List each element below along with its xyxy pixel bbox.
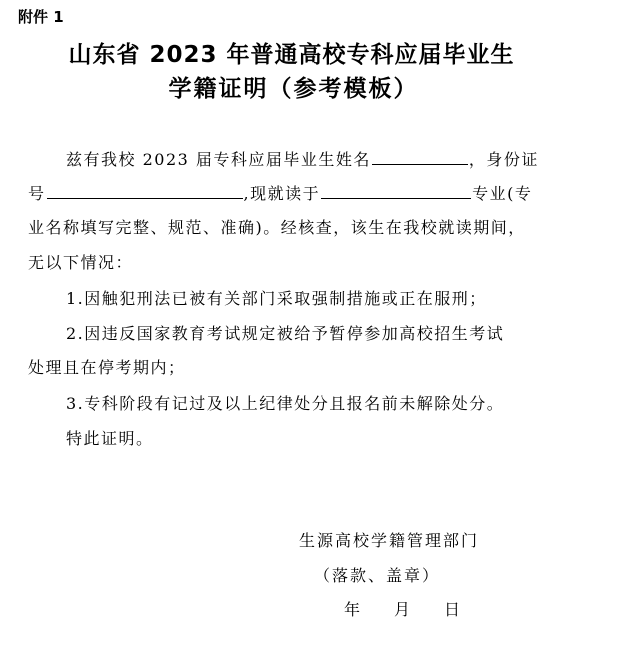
id-number-blank xyxy=(47,182,243,199)
paragraph-line1 xyxy=(66,147,539,170)
paragraph-line2-text: 号 xyxy=(28,184,46,203)
major-blank xyxy=(321,182,471,199)
condition-item-2-line2: 处理且在停考期内； xyxy=(28,358,186,377)
date-month: 月 xyxy=(394,600,413,619)
issuing-department: 生源高校学籍管理部门 xyxy=(299,531,480,550)
paragraph-line2 xyxy=(28,181,532,204)
paragraph-line4: 无以下情况： xyxy=(28,253,134,272)
condition-item-3: 3.专科阶段有记过及以上纪律处分且报名前未解除处分。 xyxy=(66,394,505,413)
paragraph-line1-suffix: ，身份证 xyxy=(468,150,539,169)
document-title-line1: 山东省 2023 年普通高校专科应届毕业生 xyxy=(68,42,515,68)
paragraph-line2-suffix: 专业(专 xyxy=(472,184,533,203)
date-line xyxy=(344,597,462,620)
date-day: 日 xyxy=(444,600,463,619)
student-name-blank xyxy=(372,148,468,165)
condition-item-1: 1.因触犯刑法已被有关部门采取强制措施或正在服刑； xyxy=(66,289,487,308)
condition-item-2-line1: 2.因违反国家教育考试规定被给予暂停参加高校招生考试 xyxy=(66,324,505,343)
seal-note: （落款、盖章） xyxy=(314,566,441,585)
date-year: 年 xyxy=(344,600,363,619)
attachment-label: 附件 1 xyxy=(18,8,64,26)
paragraph-line3: 业名称填写完整、规范、准确)。经核查，该生在我校就读期间， xyxy=(28,218,526,237)
paragraph-line2-mid: ,现就读于 xyxy=(243,184,321,203)
document-title-line2: 学籍证明（参考模板） xyxy=(168,76,419,102)
paragraph-line1-text: 兹有我校 2023 届专科应届毕业生姓名 xyxy=(66,150,371,169)
closing-statement: 特此证明。 xyxy=(66,429,154,448)
